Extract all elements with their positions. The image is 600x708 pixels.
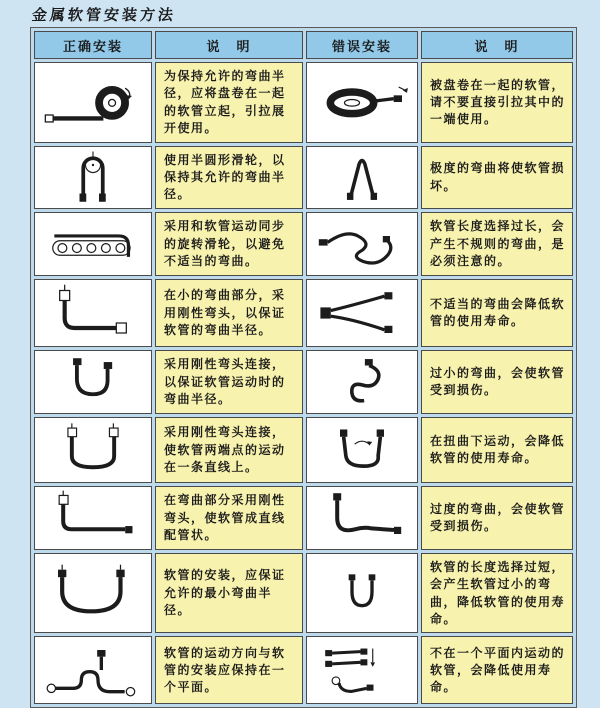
wrong-illustration-cell bbox=[306, 279, 418, 347]
wrong-desc: 被盘卷在一起的软管，请不要直接引拉其中的一端使用。 bbox=[421, 62, 573, 143]
extreme-bend-icon bbox=[319, 149, 405, 205]
correct-illustration-cell bbox=[34, 553, 152, 634]
too-small-bend-icon bbox=[319, 353, 405, 411]
hose-installation-table bbox=[30, 27, 577, 708]
wrong-illustration-cell bbox=[306, 486, 418, 550]
wrong-desc: 极度的弯曲将使软管损坏。 bbox=[421, 146, 573, 209]
page-title: 金属软管安装方法 bbox=[31, 6, 177, 24]
header-correct-install: 正确安装 bbox=[34, 31, 152, 59]
coiled-hose-upright-pull-icon bbox=[41, 70, 145, 134]
wrong-desc: 不适当的弯曲会降低软管的使用寿命。 bbox=[421, 279, 573, 347]
wrong-illustration-cell bbox=[306, 146, 418, 209]
wrong-illustration-cell bbox=[306, 553, 418, 634]
wrong-illustration-cell bbox=[306, 62, 418, 143]
minimum-bend-radius-icon bbox=[43, 563, 143, 623]
table-row bbox=[34, 350, 573, 414]
correct-illustration-cell bbox=[34, 279, 152, 347]
header-correct-desc: 说 明 bbox=[155, 31, 303, 59]
correct-desc: 为保持允许的弯曲半径，应将盘卷在一起的软管立起，引拉展开使用。 bbox=[155, 62, 303, 143]
flat-coil-direct-pull-icon bbox=[312, 72, 412, 132]
table-row bbox=[34, 279, 573, 347]
table-row bbox=[34, 636, 573, 704]
table-row bbox=[34, 62, 573, 143]
wrong-desc: 不在一个平面内运动的软管，会降低使用寿命。 bbox=[421, 636, 573, 704]
hose-over-semicircular-pulley-icon bbox=[48, 149, 138, 205]
correct-illustration-cell bbox=[34, 212, 152, 276]
correct-desc: 在小的弯曲部分，采用刚性弯头，以保证软管的弯曲半径。 bbox=[155, 279, 303, 347]
wrong-desc: 软管的长度选择过短，会产生软管过小的弯曲，降低软管的使用寿命。 bbox=[421, 553, 573, 634]
correct-illustration-cell bbox=[34, 350, 152, 414]
correct-desc: 采用和软管运动同步的旋转滑轮，以避免不适当的弯曲。 bbox=[155, 212, 303, 276]
wrong-desc: 软管长度选择过长，会产生不规则的弯曲，是必须注意的。 bbox=[421, 212, 573, 276]
irregular-bend-icon bbox=[314, 215, 410, 273]
table-row bbox=[34, 212, 573, 276]
table-header-row bbox=[34, 31, 573, 59]
correct-illustration-cell bbox=[34, 486, 152, 550]
twisted-motion-icon bbox=[318, 420, 406, 480]
correct-desc: 采用刚性弯头连接，以保证软管运动时的弯曲半径。 bbox=[155, 350, 303, 414]
table-row bbox=[34, 417, 573, 483]
too-short-hose-icon bbox=[322, 564, 402, 622]
correct-desc: 使用半圆形滑轮，以保持其允许的弯曲半径。 bbox=[155, 146, 303, 209]
wrong-illustration-cell bbox=[306, 350, 418, 414]
correct-desc: 在弯曲部分采用刚性弯头，使软管成直线配管状。 bbox=[155, 486, 303, 550]
synchronized-rotating-pulley-icon bbox=[41, 215, 145, 273]
correct-illustration-cell bbox=[34, 417, 152, 483]
correct-illustration-cell bbox=[34, 62, 152, 143]
wrong-illustration-cell bbox=[306, 636, 418, 704]
correct-illustration-cell bbox=[34, 636, 152, 704]
rigid-elbow-straight-pipe-icon bbox=[41, 489, 145, 547]
wrong-desc: 在扭曲下运动，会降低软管的使用寿命。 bbox=[421, 417, 573, 483]
table-row bbox=[34, 553, 573, 634]
excessive-bend-icon bbox=[314, 489, 410, 547]
table-row bbox=[34, 486, 573, 550]
table-row bbox=[34, 146, 573, 209]
rigid-elbow-small-bend-icon bbox=[43, 282, 143, 344]
wrong-illustration-cell bbox=[306, 417, 418, 483]
wrong-desc: 过度的弯曲，会使软管受到损伤。 bbox=[421, 486, 573, 550]
wrong-illustration-cell bbox=[306, 212, 418, 276]
out-of-plane-motion-icon bbox=[316, 639, 408, 701]
header-wrong-desc: 说 明 bbox=[421, 31, 573, 59]
correct-illustration-cell bbox=[34, 146, 152, 209]
improper-bend-branch-icon bbox=[314, 283, 410, 343]
correct-desc: 软管的安装，应保证允许的最小弯曲半径。 bbox=[155, 553, 303, 634]
correct-desc: 软管的运动方向与软管的安装应保持在一个平面。 bbox=[155, 636, 303, 704]
wrong-desc: 过小的弯曲，会使软管受到损伤。 bbox=[421, 350, 573, 414]
rigid-elbow-connection-icon bbox=[47, 353, 139, 411]
header-wrong-install: 错误安装 bbox=[306, 31, 418, 59]
correct-desc: 采用刚性弯头连接，使软管两端点的运动在一条直线上。 bbox=[155, 417, 303, 483]
same-plane-motion-icon bbox=[40, 640, 146, 700]
rigid-elbow-straight-line-motion-icon bbox=[46, 420, 140, 480]
